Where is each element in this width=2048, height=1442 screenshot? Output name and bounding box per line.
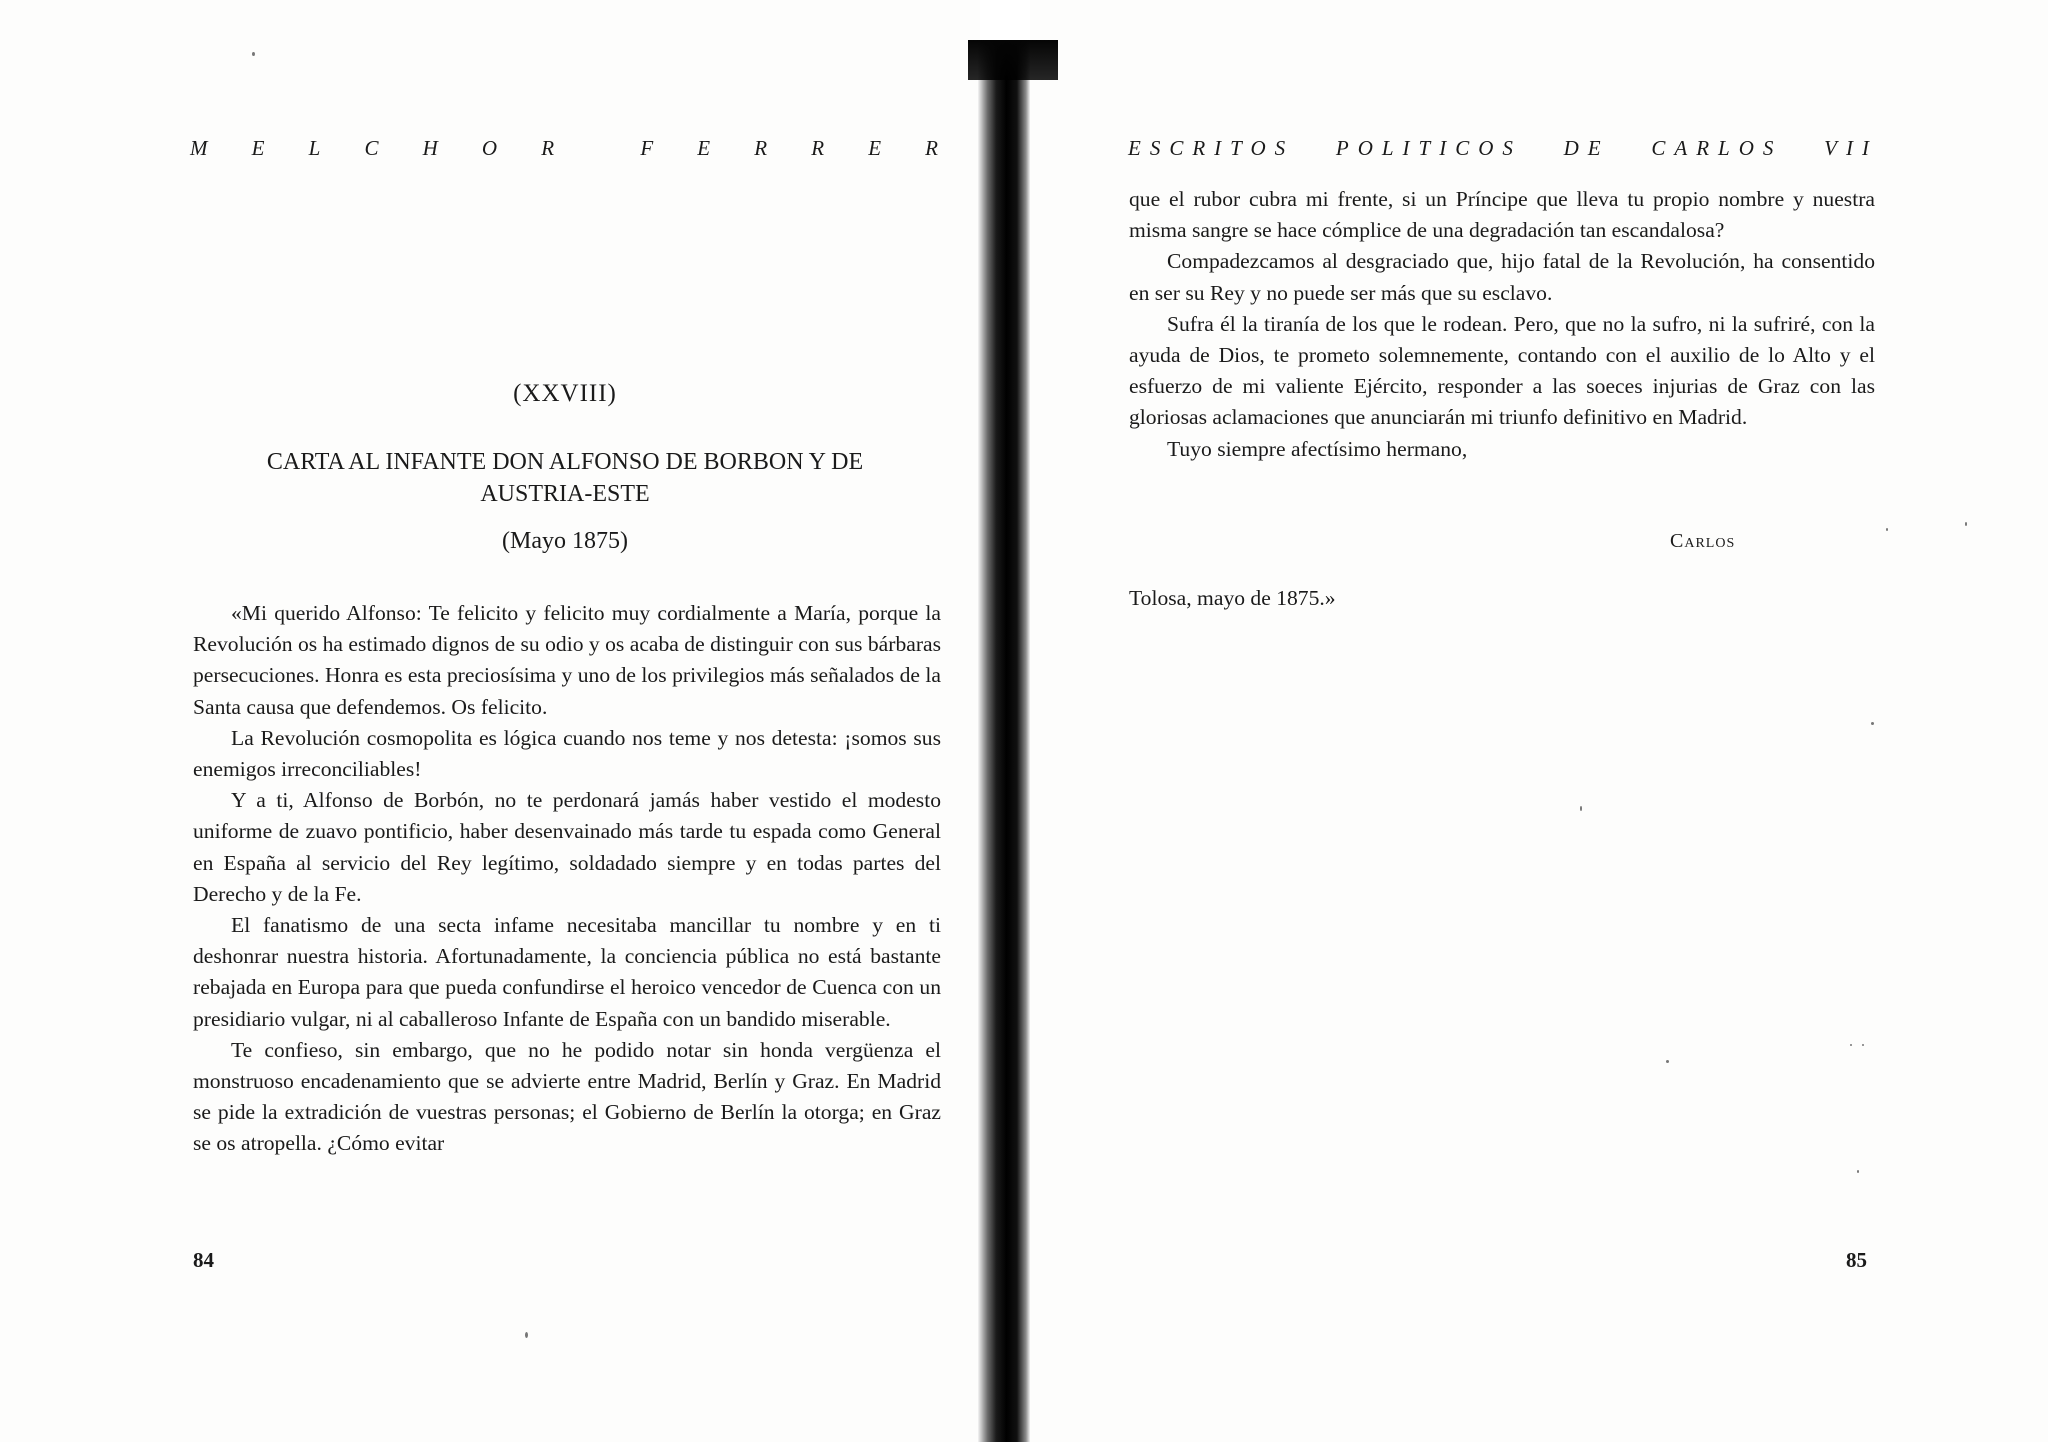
paragraph: Tuyo siempre afectísimo hermano, xyxy=(1167,436,1468,461)
scan-speck xyxy=(1965,522,1967,526)
running-head-letter: C xyxy=(364,136,381,160)
running-head-letter: R xyxy=(754,136,770,160)
running-head-right xyxy=(1128,136,1878,161)
scan-speck xyxy=(1862,1044,1864,1046)
signature: Carlos xyxy=(1670,530,1736,552)
paragraph: El fanatismo de una secta infame necesitaba mancillar tu nombre y en ti deshonrar nuestra historia. Afortunadamente, la conciencia pública no está bastante rebajada en Europa para que pueda confundirse el heroico vencedor de Cuenca con un presidiario vulgar, ni al caballeroso Infante de España con un bandido miserable. xyxy=(193,913,941,1031)
running-head-letter: E xyxy=(868,136,884,160)
page-number-left: 84 xyxy=(193,1248,214,1272)
running-head-letter: R xyxy=(541,136,557,160)
scan-speck xyxy=(1666,1060,1669,1063)
paragraph: Sufra él la tiranía de los que le rodean. Pero, que no la sufro, ni la sufriré, con la ayuda de Dios, te prometo solemnemente, contando con el auxilio de lo Alto y el esfuerzo de mi valiente Ejército, responder a las soeces injurias de Graz con las gloriosas aclamaciones que anunciarán mi triunfo definitivo en Madrid. xyxy=(1129,311,1875,430)
scan-speck xyxy=(1886,528,1888,531)
book-gutter-top-shadow xyxy=(968,40,1058,80)
scan-speck xyxy=(525,1332,528,1338)
paragraph: Y a ti, Alfonso de Borbón, no te perdonará jamás haber vestido el modesto uniforme de zuavo pontificio, haber desenvainado más tarde tu espada como General en España al servicio del Rey legítimo, soldadado siempre y en todas partes del Derecho y de la Fe. xyxy=(193,788,941,906)
running-head-letter: L xyxy=(308,136,323,160)
paragraph: Te confieso, sin embargo, que no he podido notar sin honda vergüenza el monstruoso encadenamiento que se advierte entre Madrid, Berlín y Graz. En Madrid se pide la extradición de vuestras personas; el Gobierno de Berlín la otorga; en Graz se os atropella. ¿Cómo evitar xyxy=(193,1037,941,1156)
running-head-letter: M xyxy=(190,136,210,160)
right-body-text xyxy=(1129,184,1875,465)
running-head-letter: E xyxy=(697,136,713,160)
scan-speck xyxy=(1580,806,1582,811)
running-head-letter: F xyxy=(640,136,656,160)
book-gutter-shadow xyxy=(978,40,1030,1442)
left-body-text xyxy=(193,598,941,1160)
running-head-letter: H xyxy=(422,136,440,160)
running-head-word: DE xyxy=(1563,136,1610,160)
chapter-date: (Mayo 1875) xyxy=(502,528,628,554)
running-head-letter: O xyxy=(481,136,500,160)
running-head-word: CARLOS xyxy=(1651,136,1783,160)
running-head-letter: R xyxy=(811,136,827,160)
chapter-title: CARTA AL INFANTE DON ALFONSO DE BORBON Y DE AUSTRIA-ESTE xyxy=(266,449,864,507)
paragraph: «Mi querido Alfonso: Te felicito y felicito muy cordialmente a María, porque la Revolución os ha estimado dignos de su odio y os acaba de distinguir con sus bárbaras persecuciones. Honra es esta preciosísima y uno de los privilegios más señalados de la Santa causa que defendemos. Os felicito. xyxy=(193,601,941,719)
chapter-number: (XXVIII) xyxy=(513,380,617,407)
paragraph: La Revolución cosmopolita es lógica cuando nos teme y nos detesta: ¡somos sus enemigos irreconciliables! xyxy=(193,725,941,782)
running-head-letter: E xyxy=(251,136,267,160)
running-head-word: POLITICOS xyxy=(1335,136,1522,160)
scan-speck xyxy=(1850,1044,1852,1046)
closing-place-date: Tolosa, mayo de 1875.» xyxy=(1129,586,1336,610)
scan-speck xyxy=(1871,722,1874,725)
running-head-word: VII xyxy=(1824,136,1878,160)
scan-speck xyxy=(252,52,255,56)
page-number-right: 85 xyxy=(1846,1248,1867,1272)
scan-speck xyxy=(1857,1170,1859,1173)
paragraph: Compadezcamos al desgraciado que, hijo fatal de la Revolución, ha consentido en ser su Rey y no puede ser más que su esclavo. xyxy=(1129,249,1875,305)
running-head-letter: R xyxy=(925,136,940,160)
running-head-left xyxy=(190,136,940,161)
running-head-word: ESCRITOS xyxy=(1128,136,1295,160)
paragraph: que el rubor cubra mi frente, si un Príncipe que lleva tu propio nombre y nuestra misma sangre se hace cómplice de una degradación tan escandalosa? xyxy=(1129,187,1875,243)
